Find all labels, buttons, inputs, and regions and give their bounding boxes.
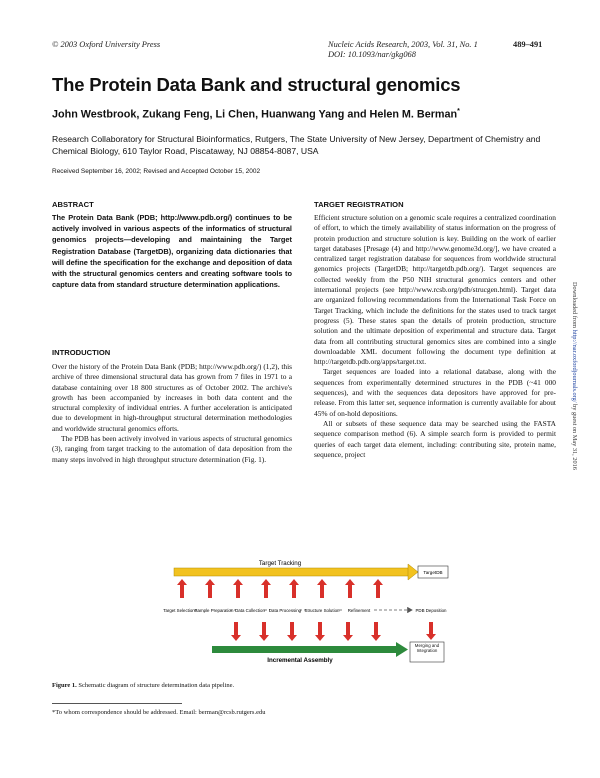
doi: DOI: 10.1093/nar/gkg068 (328, 50, 416, 59)
up-arrow (233, 579, 243, 598)
target-paragraph-2: Target sequences are loaded into a relational database, along with the sequences from experimentally determined structures in the PDB (~41 000 sequences), and with the sequences data depositors have approved for pre-release. From this latter set, sequence information is currently available for about 45% of on-hold depositions. (314, 367, 556, 418)
down-arrow (259, 622, 269, 641)
step-data-collection: Data Collection (235, 608, 265, 613)
journal-citation: Nucleic Acids Research, 2003, Vol. 31, No. 1 (328, 40, 478, 49)
corresponding-mark: * (457, 108, 460, 115)
sidebar-link[interactable]: http://nar.oxfordjournals.org/ (571, 329, 578, 403)
tracking-band-arrowhead (408, 564, 418, 580)
intro-paragraph-1: Over the history of the Protein Data Bank (PDB; http://www.pdb.org/) (1,2), this archive of three dimensional structural data has grown from 7 files in 1971 to a database containing over 18 800 structures as of October 2002. The archive's growth has been accompanied by increases in both data content and the structural complexity of individual entries. A further acceleration is anticipated due to development in high-throughput structural determination methodologies and worldwide structural genomics efforts. (52, 362, 292, 433)
abstract-heading: ABSTRACT (52, 200, 94, 209)
page-range: 489–491 (513, 40, 543, 49)
figure-caption-text: Schematic diagram of structure determination data pipeline. (76, 682, 235, 689)
figure-caption (52, 682, 234, 689)
up-arrow (345, 579, 355, 598)
step-pdb-deposition: PDB Deposition (415, 608, 447, 613)
step-sample-preparation: Sample Preparation (194, 608, 234, 613)
abstract-text: The Protein Data Bank (PDB; http://www.pdb.org/) continues to be actively involved in various aspects of the informatics of structural genomics projects—developing and maintaining the Target Registration Database (TargetDB), organizing data dictionaries that will define the specification for the exchange and deposition of data with the structural genomics centers and creating software tools to capture data from standard structure determination applications. (52, 213, 292, 290)
article-title: The Protein Data Bank and structural genomics (52, 74, 461, 95)
authors-text: John Westbrook, Zukang Feng, Li Chen, Huanwang Yang and Helen M. Berman (52, 108, 458, 121)
step-refinement: Refinement (347, 608, 371, 613)
up-arrow (373, 579, 383, 598)
assembly-band-arrowhead (396, 642, 408, 657)
intro-paragraph-2: The PDB has been actively involved in various aspects of structural genomics (3), ranging from target tracking to the automation of data deposition from the many steps involved in high throughput structure determination (Fig. 1). (52, 434, 292, 464)
down-arrow (287, 622, 297, 641)
sidebar-suffix: by guest on May 31, 2016 (571, 402, 578, 470)
up-arrow (289, 579, 299, 598)
step-target-selection: Target Selection (163, 608, 195, 613)
merging-label: Merging and Integration (414, 643, 440, 653)
down-arrow (371, 622, 381, 641)
up-arrow (317, 579, 327, 598)
download-sidebar (571, 282, 578, 582)
pdb-to-merging-arrow (426, 622, 436, 640)
step-data-processing: Data Processing (268, 608, 302, 613)
targetdb-label: TargetDB (423, 570, 443, 575)
target-tracking-band (174, 568, 410, 576)
merging-label-wrap (410, 643, 444, 663)
correspondence-footnote: *To whom correspondence should be addressed. Email: berman@rcsb.rutgers.edu (52, 709, 266, 716)
target-tracking-label: Target Tracking (258, 560, 302, 567)
incremental-assembly-label: Incremental Assembly (267, 657, 333, 664)
introduction-body (52, 362, 292, 465)
step-structure-solution: Structure Solution (304, 608, 340, 613)
downward-arrows (231, 622, 381, 641)
target-paragraph-3: All or subsets of these sequence data may be searched using the FASTA sequence comparison method (6). A simple search form is provided to permit queries of each target data element, including: contributing site, protein name, sequence, project (314, 418, 556, 459)
received-dates: Received September 16, 2002; Revised and Accepted October 15, 2002 (52, 168, 261, 175)
copyright-line: © 2003 Oxford University Press (52, 40, 161, 49)
up-arrow (177, 579, 187, 598)
upward-arrows (177, 579, 383, 598)
up-arrow (205, 579, 215, 598)
target-paragraph-1: Efficient structure solution on a genomic scale requires a centralized coordination of effort, to which the timely availability of status information on the progress of protein production and structure solution is key. Building on the work of earlier target databases [Presage (4) and http://www.genome3d.org/], we have created a centralized target registration database for sequences from worldwide structural genomics projects (TargetDB; http://targetdb.pdb.org/). Target sequences are collected weekly from the P50 NIH structural genomics centers and other international projects (see http://www.rcsb.org/pdb/strucgen.html). Target data are organized following recommendations from the International Task Force on Target Tracking, which include the definitions for the states used to track target progress (5). These states span the details of protein production, structure solution and the ultimate deposition of experimental and structure data. Target data from all contributing structural genomics sites are combined into a single downloadable XML document following the document type definition at http://targetdb.pdb.org/apps/target.txt. (314, 213, 556, 367)
figure-caption-label: Figure 1. (52, 682, 77, 689)
pipeline-steps (163, 602, 448, 619)
down-arrow (343, 622, 353, 641)
pipeline-diagram (150, 558, 450, 676)
footnote-rule (52, 703, 182, 704)
up-arrow (261, 579, 271, 598)
down-arrow (315, 622, 325, 641)
down-arrow (231, 622, 241, 641)
author-list (52, 108, 460, 121)
introduction-heading: INTRODUCTION (52, 348, 111, 357)
target-registration-heading: TARGET REGISTRATION (314, 200, 404, 209)
target-registration-body (314, 213, 556, 460)
sidebar-prefix: Downloaded from (571, 282, 578, 330)
incremental-assembly-band (212, 646, 396, 653)
affiliation: Research Collaboratory for Structural Bioinformatics, Rutgers, The State University of New Jersey, Department of Chemistry and Chemical Biology, 610 Taylor Road, Piscataway, NJ 08854-8087, USA (52, 134, 541, 156)
